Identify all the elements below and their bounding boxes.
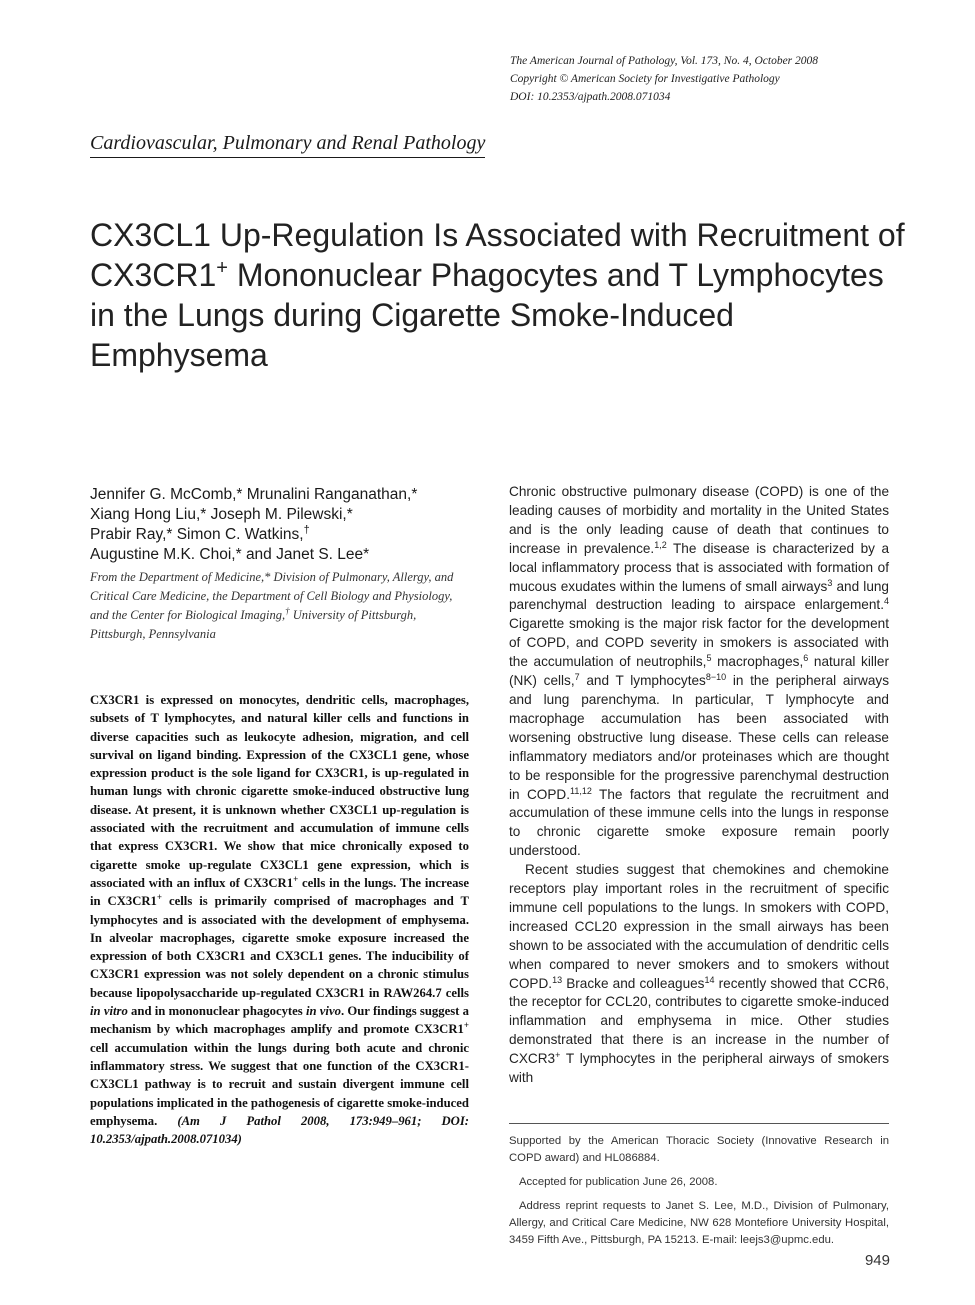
reference-sup: 6 [803, 653, 809, 664]
abstract-sup: + [156, 892, 163, 903]
abstract-italic: in vivo [305, 1004, 341, 1019]
abstract-text: cell accumulation within the lungs during both acute and chronic inflammatory stress. We suggest that one function of the CX3CR1-CX3CL1 pathway is to recruit and sustain divergent immune cell populations implicated in the pathogenesis of cigarette smoke-induced emphysema. [90, 1040, 469, 1128]
abstract-text: cells is primarily comprised of macrophages and T lymphocytes and is associated with the development of emphysema. In alveolar macrophages, cigarette smoke exposure increased the expression of both CX3CR1 and CX3CL1 genes. The inducibility of CX3CR1 expression was not solely dependent on a chronic stimulus because lipopolysaccharide up-regulated CX3CR1 in RAW264.7 cells [90, 894, 469, 1000]
reference-sup: 13 [552, 974, 563, 985]
footnote-accepted: Accepted for publication June 26, 2008. [519, 1176, 718, 1188]
body-text-run: recently showed that CCR6, the receptor for CCL20, contributes to cigarette smoke-induced inflammation and emphysema in mice. Other studies demonstrated that there is an increase in the number of CXCR3 [509, 975, 889, 1067]
page-number: 949 [864, 1252, 890, 1269]
body-text-run: natural killer (NK) cells, [509, 654, 890, 689]
footnote-divider [509, 1123, 889, 1124]
affiliation-dagger: † [285, 606, 290, 616]
body-text-run: T lymphocytes in the peripheral airways of smokers with [509, 1051, 889, 1086]
affiliation-text: From the Department of Medicine,* Division of Pulmonary, Allergy, and Critical Care Medicine, the Department of Cell Biology and Physiology, and the Center for Biological Imaging, [90, 570, 454, 622]
body-paragraph [509, 483, 889, 861]
author-list [90, 485, 480, 565]
article-title [90, 215, 910, 375]
title-part-1: CX3CL1 Up-Regulation Is Associated with Recruitment of CX3CR1 [90, 217, 905, 293]
reference-sup: 8−10 [705, 672, 727, 683]
author-line: Jennifer G. McComb,* Mrunalini Ranganathan,* [90, 486, 418, 503]
body-paragraph [509, 861, 889, 1088]
affiliation [90, 568, 470, 644]
reference-sup: 7 [574, 672, 580, 683]
journal-header [510, 52, 930, 106]
reference-sup: 4 [883, 596, 889, 607]
body-text-run: Recent studies suggest that chemokines and chemokine receptors play important roles in the recruitment of specific immune cell populations to the lungs. In smokers with COPD, increased CCL20 expression in the small airways has been shown to be associated with the accumulation of dendritic cells when compared to never smokers and to smokers without COPD. [509, 862, 889, 991]
abstract-citation: (Am J Pathol 2008, 173:949–961; DOI: 10.2353/ajpath.2008.071034) [90, 1113, 469, 1147]
abstract-italic: in vitro [90, 1004, 128, 1019]
affiliation-text-2: University of Pittsburgh, Pittsburgh, Pennsylvania [90, 608, 417, 641]
abstract-text: CX3CR1 is expressed on monocytes, dendritic cells, macrophages, subsets of T lymphocytes, and natural killer cells and functions in diverse capacities such as leukocyte adhesion, migration, and cell survival on ligand binding. Expression of the CX3CL1 gene, whose expression product is the sole ligand for CX3CR1, is up-regulated in human lungs with chronic cigarette smoke-induced obstructive lung disease. At present, it is unknown whether CX3CL1 up-regulation is associated with the recruitment and accumulation of immune cells that express CX3CR1. We show that mice chronically exposed to cigarette smoke up-regulate CX3CL1 gene expression, which is associated with an influx of CX3CR1 [90, 693, 469, 890]
body-text-run: The disease is characterized by a local inflammatory process that is associated with formation of mucous exudates within the lumens of small airways [509, 540, 890, 594]
author-line: Augustine M.K. Choi,* and Janet S. Lee* [90, 546, 370, 563]
body-text-run: Chronic obstructive pulmonary disease (COPD) is one of the leading causes of morbidity and mortality in the United States and is the only leading cause of death that continues to increase in prevalence. [509, 484, 889, 556]
reference-sup: 14 [704, 974, 715, 985]
title-part-2: Mononuclear Phagocytes and T Lymphocytes in the Lungs during Cigarette Smoke-Induced Emphysema [90, 257, 884, 373]
journal-citation: The American Journal of Pathology, Vol. 173, No. 4, October 2008 [510, 55, 819, 67]
reference-sup: 1,2 [654, 539, 667, 550]
body-text-run: macrophages, [711, 654, 804, 670]
reference-sup: 11,12 [570, 785, 592, 796]
body-text-run: and lung parenchymal destruction leading to airspace enlargement. [509, 578, 889, 613]
body-text-run: Bracke and colleagues [562, 975, 705, 991]
abstract-sup: + [293, 873, 299, 884]
reference-sup: + [555, 1050, 561, 1061]
reference-sup: 3 [827, 577, 833, 588]
footnote-support: Supported by the American Thoracic Society (Innovative Research in COPD award) and HL086884. [509, 1135, 889, 1164]
author-dagger: † [303, 524, 310, 536]
body-text-run: and T lymphocytes [579, 673, 706, 689]
footnote-address: Address reprint requests to Janet S. Lee, M.D., Division of Pulmonary, Allergy, and Critical Care Medicine, NW 628 Montefiore University Hospital, 3459 Fifth Ave., Pittsburgh, PA 15213. E-mail: leejs3@upmc.edu. [509, 1200, 889, 1246]
abstract-sup: + [463, 1020, 469, 1031]
journal-doi: DOI: 10.2353/ajpath.2008.071034 [510, 91, 671, 103]
abstract-text: and in mononuclear phagocytes [127, 1004, 306, 1019]
body-text-run: in the peripheral airways and lung parenchyma. In particular, T lymphocyte and macrophage accumulation has been associated with worsening obstructive lung disease. These cells can release inflammatory mediators and/or proteinases which are thought to be responsible for the progressive parenchymal destruction in COPD. [509, 673, 890, 802]
abstract-text: . Our findings suggest a mechanism by which macrophages amplify and promote CX3CR1 [90, 1004, 469, 1037]
abstract [90, 691, 469, 1148]
author-line: Xiang Hong Liu,* Joseph M. Pilewski,* [90, 506, 353, 523]
title-superscript: + [216, 257, 228, 279]
footnotes [509, 1133, 889, 1256]
reference-sup: 5 [706, 653, 712, 664]
section-heading: Cardiovascular, Pulmonary and Renal Pathology [90, 132, 485, 158]
author-line [90, 525, 480, 545]
body-text [509, 483, 889, 1088]
abstract-text: cells in the lungs. The increase in CX3CR1 [90, 875, 469, 909]
body-text-run: The factors that regulate the recruitment and accumulation of these immune cells into the lungs in response to chronic cigarette smoke exposure remain poorly understood. [509, 786, 889, 859]
body-text-run: Cigarette smoking is the major risk factor for the development of COPD, and COPD severity in smokers is associated with the accumulation of neutrophils, [509, 616, 889, 670]
journal-copyright: Copyright © American Society for Investigative Pathology [510, 73, 780, 85]
author-line-text: Prabir Ray,* Simon C. Watkins, [90, 526, 304, 543]
